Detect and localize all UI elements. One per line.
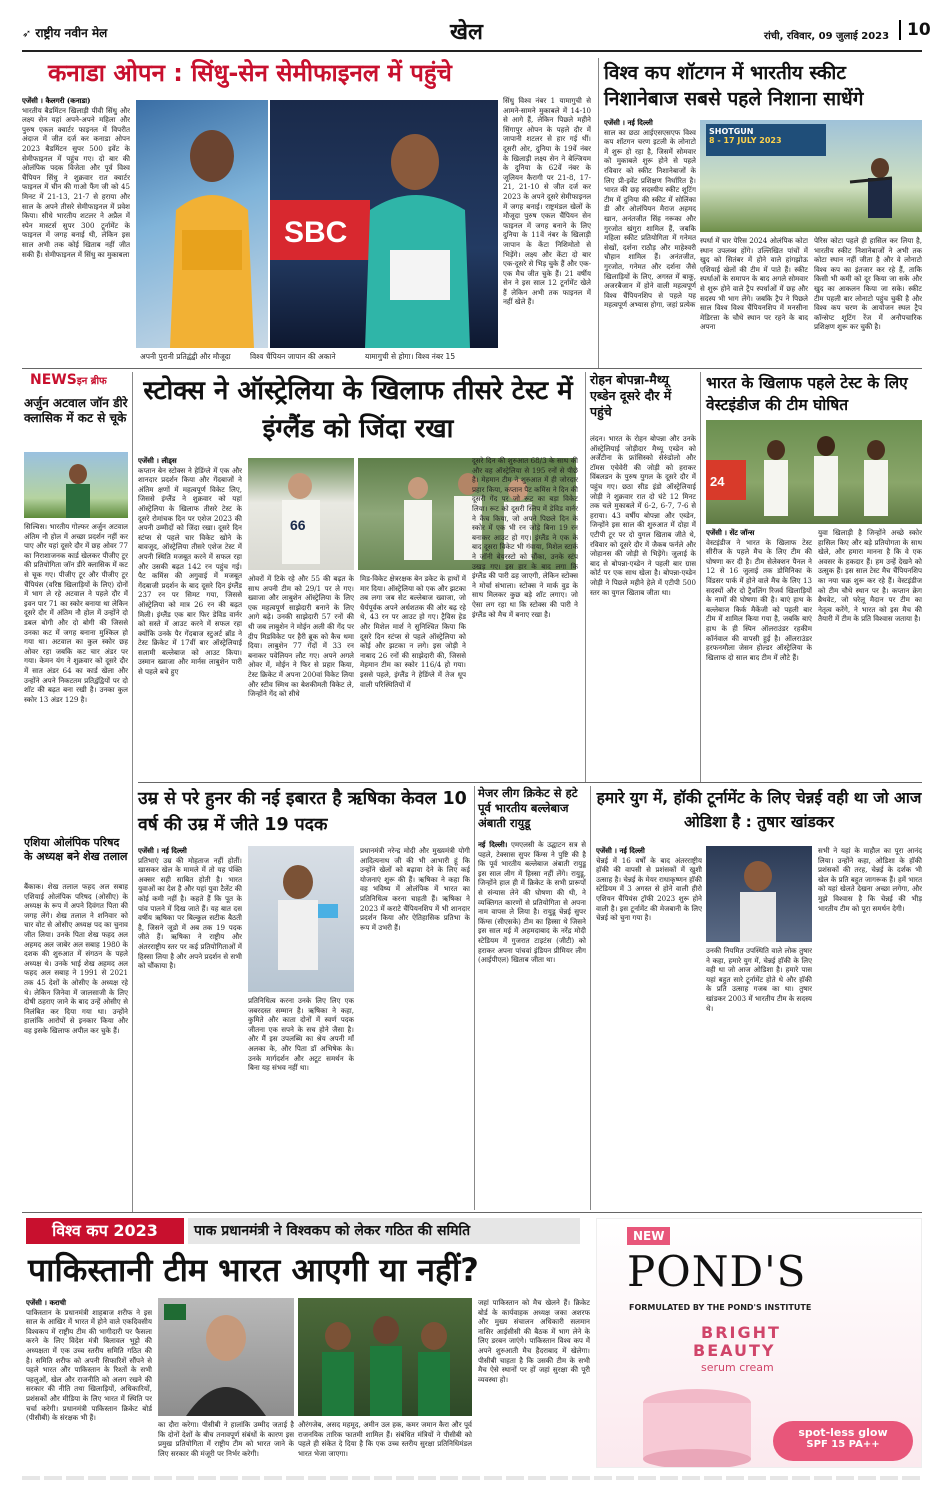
story7-text: नई दिल्ली। एमएलसी के उद्घाटन सत्र से पहले, टेक्सास सुपर किंग्स ने पुष्टि की है कि पूर्व भारतीय बल्लेबाज अंबाती रायुडू इस साल लीग में हिस्सा नहीं लेंगे। रायुडू, जिन्होंने हाल ही में क्रिकेट के सभी प्रारूपों से संन्यास लेने की घोषणा की थी, ने व्यक्तिगत कारणों से प्रतियोगिता से अपना नाम वापस ले लिया है। रायुडू चेन्नई सुपर किंग्स (सीएसके) टीम का हिस्सा थे जिसने इस साल मई में अहमदाबाद के नरेंद्र मोदी स्टेडियम में गुजरात टाइटंस (जीटी) को हराकर अपना पांचवां इंडियन प्रीमियर लीग (आईपीएल) खिताब जीता था। (478, 840, 586, 965)
story2-headline: विश्व कप शॉटगन में भारतीय स्कीट निशानेबाज सबसे पहले निशाना साधेंगे (604, 62, 864, 110)
brief-label: NEWSइन ब्रीफ (30, 372, 107, 388)
story4-text: लंदन। भारत के रोहन बोपन्ना और उनके ऑस्ट्रेलियाई जोड़ीदार मैथ्यू एब्डेन को अर्जेंटीना के फ्रांसिस्को सेरुंडोलो और टॉमस एचेवेरी की जोड़ी को हराकर विंबलडन के पुरुष युगल के दूसरे दौर में पहुंच गए। छठा सीड इंडो ऑस्ट्रेलियाई जोड़ी ने शुक्रवार रात दो घंटे 12 मिनट तक चले मुकाबले में 6-2, 6-7, 7-6 से हराया। 43 वर्षीय बोपन्ना और एब्डेन, जिन्होंने इस साल की शुरुआत में दोहा में एटीपी टूर पर दो युगल खिताब जीते थे, रविवार को दूसरे दौर में जैकब फर्नले और जोहानस की जोड़ी से भिड़ेंगे। जुलाई के बाद से बोपन्ना-एब्डेन ने पहली बार ग्रास कोर्ट पर एक साथ खेला है। बोपन्ना-एब्डेन जोड़ी ने पिछले महीने हेले में एटीपी 500 स्तर का युगल खिताब जीता था। (590, 434, 696, 597)
ad-new-badge: NEW (627, 1227, 670, 1245)
page-number: 10 (899, 20, 931, 40)
team-players-icon (298, 1298, 472, 1416)
divider-bopanna (700, 372, 701, 782)
child-athlete-icon (248, 846, 354, 992)
section-title: खेल (450, 20, 483, 45)
story6-col3: प्रधानमंत्री नरेन्द्र मोदी और मुख्यमंत्री योगी आदित्यनाथ जी की भी आभारी हूं कि उन्होंने खेलों को बढ़ावा देने के लिए कई योजनाएं शुरू की हैं। ऋषिका ने कहा कि वह भविष्य में ओलंपिक में भारत का प्रतिनिधित्व करना चाहती हैं। ऋषिका ने 2023 में कराटे चैंपियनशिप में भी शानदार प्रदर्शन किया और ऐतिहासिक प्रतिभा के रूप में उभरी हैं। (360, 846, 470, 932)
story3-col3: मिड-विकेट क्षेत्ररक्षक बेन डकेट के हाथों में मार दिया। ऑस्ट्रेलिया को एक और झटका तब लगा जब सेट बल्लेबाज ख्वाजा, जो धैर्यपूर्वक अपने अर्धशतक की ओर बढ़ रहे थे, 43 रन पर आउट हो गए। ट्रैविस हेड और मिशेल मार्श ने सुनिश्चित किया कि दूसरे दिन स्टंप्स से पहले ऑस्ट्रेलिया को कोई और झटका न लगे। इस जोड़ी ने नाबाद 26 रनों की साझेदारी की, जिससे मेहमान टीम का स्कोर 116/4 हो गया। इससे पहले, इंग्लैंड ने हेडिंग्ले में तेज धूप वाली परिस्थितियों में (360, 574, 466, 689)
ad-product-line2: BEAUTY (693, 1341, 776, 1360)
svg-text:66: 66 (290, 517, 306, 533)
hockey-player-icon (706, 846, 812, 942)
ad-product-line1: BRIGHT (701, 1323, 781, 1342)
divider-row2 (138, 782, 922, 783)
masthead-rule (22, 50, 922, 52)
story9-col3: औरंगजेब, असद महमूद, अमीन उल हक, कमर जमान कैरा और पूर्व राजनयिक तारिक फातमी शामिल हैं। संबंधित मंत्रियों ने पीसीबी को पहले ही संकेत दे दिया है कि एक उच्च स्तरीय सुरक्षा प्रतिनिधिमंडल भारत भेजा जाएगा। (298, 1420, 472, 1458)
footer-rule (22, 1476, 922, 1480)
westindies-photo (706, 420, 922, 524)
atwal-photo (24, 452, 128, 518)
shotgun-photo (700, 120, 922, 232)
story8-col3: सभी ने यहां के माहौल का पूरा आनंद लिया। उन्होंने कहा, ओडिशा के हॉकी प्रशंसकों की तरह, चेन्नई के दर्शक भी खेल के प्रति बहुत जागरूक हैं। हमें भारत को यहां खेलते देखना अच्छा लगेगा, और मुझे विश्वास है कि चेन्नई की भीड़ भारतीय टीम को पूरा समर्थन देगी। (818, 846, 922, 913)
sindhu-photo (136, 100, 268, 348)
khandkar-photo (706, 846, 812, 942)
svg-text:24: 24 (710, 474, 725, 489)
shotgun-banner: SHOTGUN 8 - 17 JULY 2023 (706, 124, 826, 156)
svg-text:SBC: SBC (284, 216, 348, 249)
ad-badge: spot-less glow SPF 15 PA++ (773, 1421, 913, 1461)
rishika-photo (248, 846, 354, 992)
stokes-photo (248, 458, 354, 570)
shooter-icon (700, 120, 922, 232)
story3-col2: ओवरों में टिके रहे और 55 की बढ़त के साथ अपनी टीम को 29/1 पर ले गए। ख्वाजा और लाबुशेन ऑस्ट्रेलिया के लिए एक महत्वपूर्ण साझेदारी बनाने के लिए आगे बढ़े। उनकी साझेदारी 57 रनों की थी जब लाबुशेन ने मोईन अली की गेंद पर दीप मिडविकेट पर हैरी ब्रूक को कैच थमा दिया। लाबुशेन 77 गेंदों में 33 रन बनाकर पवेलियन लौट गए। अपने अगले ओवर में, मोईन ने फिर से प्रहार किया, टेस्ट क्रिकेट में अपना 200वां विकेट लिया और स्टीव स्मिथ का बेशकीमती विकेट ले, जिन्होंने गेंद को सीधे (248, 574, 354, 699)
pakistan-team-photo (298, 1298, 472, 1416)
ad-tagline: FORMULATED BY THE POND'S INSTITUTE (629, 1303, 812, 1312)
divider-brief (132, 372, 133, 1212)
story7-headline: मेजर लीग क्रिकेट से हटे पूर्व भारतीय बल्लेबाज अंबाती रायुडू (478, 786, 578, 830)
story1-caption-3: यामागुची से होगा। विश्व नंबर 15 (365, 352, 456, 361)
brief-item2-text: बैंकाक। शेख तलाल फहद अल सबाह एशियाई ओलंपिक परिषद (ओसीए) के अध्यक्ष के रूप में अपने दिवंगत पिता की जगह लेंगे। शेख तलाल ने शनिवार को चार वोट से ओसीए अध्यक्ष पद का चुनाव जीत लिया। उनके पिता शेख फहद अल अहमद अल जाबेर अल सबाह 1980 के दशक की शुरुआत में संगठन के पहले अध्यक्ष थे। उनके भाई शेख अहमद अल फहद अल सबाह ने 1991 से 2021 तक 45 देशों के ओसीए के अध्यक्ष रहे थे। लेकिन जिनेवा में जालसाजी के लिए दोषी ठहराए जाने के बाद उन्हें ओसीए से निलंबित कर दिया गया था। उन्होंने हालांकि आरोपों से इनकार किया और वह इसके खिलाफ अपील कर चुके हैं। (24, 882, 128, 1035)
story2-col3: पेरिस कोटा पहले ही हासिल कर लिया है, भारतीय स्कीट निशानेबाजों ने अभी तक कोटा स्थान नहीं जीता है और वे लोनाटो विश्व कप का इंतजार कर रहे हैं, ताकि किसी भी कमी को दूर किया जा सके और खुद का आकलन किया जा सके। स्कीट टीम पहली बार लोनाटो पहुंच चुकी है और विश्व कप चरण के आयोजन स्थल ट्रैप कॉन्सेप्ट शूटिंग रेंज में अनौपचारिक प्रशिक्षण शुरू कर चुकी है। (814, 236, 922, 332)
story1-caption-1: अपनी पुरानी प्रतिद्वंद्वी और मौजूदा (140, 352, 231, 361)
player-silhouette-icon (136, 100, 268, 348)
sharif-photo (158, 1298, 294, 1416)
dateline-header: रांची, रविवार, 09 जुलाई 2023 (764, 31, 890, 42)
story1-col2: सिंधु विश्व नंबर 1 यामागुची से आमने-सामने मुकाबले में 14-10 से आगे हैं, लेकिन पिछले महीने सिंगापुर ओपन के पहले दौर में जापानी शटलर से हार गई थीं। दूसरी ओर, दुनिया के 19वें नंबर के खिलाड़ी लक्ष्य सेन ने बेल्जियम के दुनिया के 62वें नंबर के जूलियन कैरागी पर 21-8, 17-21, 21-10 से जीत दर्ज कर 2023 के अपने दूसरे सेमीफाइनल में जगह बनाई। राष्ट्रमंडल खेलों के मौजूदा पुरुष एकल चैंपियन सेन फाइनल में जगह बनाने के लिए दुनिया के 11वें नंबर के खिलाड़ी जापान के केंटा निशिमोतो से भिड़ेंगे। लक्ष्य और केंटा दो बार एक-दूसरे से भिड़ चुके हैं और एक-एक मैच जीत चुके हैं। 21 वर्षीय सेन ने इस साल 12 टूर्नामेंट खेले हैं लेकिन अभी तक फाइनल में नहीं खेले हैं। (503, 96, 591, 307)
brief-item1-text: सिल्विस। भारतीय गोल्फर अर्जुन अटवाल अंतिम नौ होल में अच्छा प्रदर्शन नहीं कर पाए और यहां दूसरे दौर में छह ओवर 77 का निराशाजनक कार्ड खेलकर पीजीए टूर की प्रतियोगिता जॉन डीरे क्लासिक में कट से चूक गए। पीजीए टूर और पीजीए टूर चैंपियंस (वरिष्ठ खिलाड़ियों के लिए) दोनों में भाग ले रहे अटवाल ने पहले दौर में इवन पार 71 का स्कोर बनाया था लेकिन दूसरे दौर में अंतिम नौ होल में उन्होंने दो डबल बोगी और दो बोगी की जिससे उनका कट में जगह बनाना मुश्किल हो गया था। अटवाल का कुल स्कोर छह ओवर रहा जबकि कट चार अंडर पर गया। केमन यंग ने शुक्रवार को दूसरे दौर में सात अंडर 64 का कार्ड खेला और उन्होंने अपने निकटतम प्रतिद्वंद्वियों पर दो शॉट की बढ़त बना रखी है। उनका कुल स्कोर 13 अंडर 129 है। (24, 522, 128, 704)
brief-item2-headline: एशिया ओलंपिक परिषद के अध्यक्ष बने शेख तलाल (24, 836, 128, 863)
cream-jar-icon (637, 1379, 757, 1468)
player-action-icon (270, 100, 498, 348)
story8-col1: एजेंसी । नई दिल्ली चेन्नई में 16 वर्षों के बाद अंतरराष्ट्रीय हॉकी की वापसी से प्रशंसकों में खुशी उत्साह है। चेन्नई के मेयर राधाकृष्णन हॉकी स्टेडियम में 3 अगस्त से होने वाली हीरो एशियन चैंपियंस ट्रॉफी 2023 शुरू होने वाली है। इस टूर्नामेंट की मेजबानी के लिए चेन्नई को चुना गया है। (596, 846, 702, 923)
golfer-icon (24, 452, 128, 518)
ad-product-sub: serum cream (701, 1361, 774, 1374)
story5-col1: एजेंसी । सेंट जॉन्स वेस्टइंडीज ने भारत के खिलाफ टेस्ट सीरीज के पहले मैच के लिए टीम की घोषणा कर दी है। टीम सेलेक्शन पैनल ने 12 से 16 जुलाई तक डोमिनिका के विंडसर पार्क में होने वाले मैच के लिए 13 सदस्यों और दो ट्रैवलिंग रिजर्व खिलाड़ियों के नामों की घोषणा की है। बाएं हाथ के बल्लेबाज किर्क मैकेंजी को पहली बार टीम में शामिल किया गया है, जबकि बाएं हाथ के ही स्पिन ऑलराउंडर रहकीम कॉर्नवाल की वापसी हुई है। ऑलराउंडर हरफनमौला जेसन होल्डर ऑस्ट्रेलिया के खिलाफ दो साल बाद टीम में लौटे हैं। (706, 528, 812, 662)
cricketer-icon (248, 458, 354, 570)
story8-col2: उनकी नियमित उपस्थिति वाले लोक तुषार ने कहा, हमारे युग में, चेन्नई हॉकी के लिए वही था जो आज ओडिशा है। हमारे पास यहां बहुत सारे टूर्नामेंट होते थे और हॉकी के प्रति उत्साह गजब का था। तुषार खांडकर 2003 में भारतीय टीम के सदस्य थे। (706, 946, 812, 1013)
divider-top (598, 58, 599, 368)
lakshya-photo (270, 100, 498, 348)
story6-col1: एजेंसी । नई दिल्ली प्रतिभाएं उम्र की मोहताज नहीं होतीं। खासकर खेल के मामले में तो यह पंक्ति अक्सर सही साबित होती है। भारत युवाओं का देश है और यहां युवा टैलेंट की कोई कमी नहीं है। कहते हैं कि पूत के पांव पालने में दिख जाते हैं। यह बात दस वर्षीय ऋषिका पर बिल्कुल सटीक बैठती है, जिसने जूडो में अब तक 19 पदक जीते हैं। ऋषिका ने राष्ट्रीय और अंतरराष्ट्रीय स्तर पर कई प्रतियोगिताओं में हिस्सा लिया है और अपने प्रदर्शन से सभी को चौंकाया है। (138, 846, 242, 971)
story6-headline: उम्र से परे हुनर की नई इबारत है ऋषिका केवल 10 वर्ष की उम्र में जीते 19 पदक (138, 789, 467, 835)
divider-row3 (22, 1212, 922, 1213)
story9-col2: का दौरा करेगा। पीसीबी ने हालांकि उम्मीद जताई है कि दोनों देशों के बीच तनावपूर्ण संबंधों के कारण इस प्रमुख प्रतियोगिता में राष्ट्रीय टीम को भारत जाने के लिए सरकार की मंजूरी पर निर्भर करेगी। (158, 1420, 294, 1458)
story1-headline: कनाडा ओपन : सिंधु-सेन सेमीफाइनल में पहुंचे (48, 59, 452, 87)
ad-brand: POND'S (627, 1247, 807, 1296)
bird-logo-icon: ➶ (22, 27, 32, 40)
divider-mid (585, 372, 586, 782)
story9-headline: पाकिस्तानी टीम भारत आएगी या नहीं? (28, 1251, 479, 1289)
story3-col1: एजेंसी । लीड्स कप्तान बेन स्टोक्स ने हेडिंग्ले में एक और शानदार प्रदर्शन किया और गेंदबाजों ने अंतिम क्षणों में महत्वपूर्ण विकेट लिए, जिससे इंग्लैंड ने शुक्रवार को यहां ऑस्ट्रेलिया के खिलाफ तीसरे टेस्ट के दूसरे रोमांचक दिन पर एशेज 2023 की अपनी उम्मीदों को जिंदा रखा। दूसरे दिन स्टंप्स से पहले चार विकेट खोने के बावजूद, ऑस्ट्रेलिया तीसरे एशेज टेस्ट में अपनी स्थिति मजबूत करने में सफल रहा और उसकी बढ़त 142 रन पहुंच गई। पैट कमिंस की अगुवाई में मजबूत गेंदबाजी प्रदर्शन के बाद दूसरे दिन इंग्लैंड 237 रन पर सिमट गया, जिससे ऑस्ट्रेलिया को मात्र 26 रन की बढ़त मिली। इंग्लैंड एक बार फिर डेविड वार्नर को सस्ते में आउट करने में सफल रहा क्योंकि उनके पैर गेंदबाज स्टुअर्ट ब्रॉड ने टेस्ट क्रिकेट में 17वीं बार ऑस्ट्रेलियाई सलामी बल्लेबाज को आउट किया। उस्मान ख्वाजा और मार्नस लाबुशेन पारी से पहले बचे हुए (138, 456, 242, 677)
story2-col1: एजेंसी । नई दिल्ली साल का छठा आईएसएसएफ विश्व कप शॉटगन चरण इटली के लोनाटो में शुरू हो रहा है, जिसमें सोमवार को मुकाबले शुरू होने से पहले रविवार को स्कीट निशानेबाजों के लिए प्री-इवेंट प्रशिक्षण निर्धारित है। भारत की छह सदस्यीय स्कीट शूटिंग टीम में दुनिया की स्कीट में सोलिंका डी और ओलंपियन मैराज अहमद खान, अनंतजीत सिंह नरूका और गुरजोत खंगुरा शामिल हैं, जबकि महिला स्कीट प्रतियोगिता में गनेमत सेखों, दर्शना राठौड़ और माहेश्वरी चौहान शामिल हैं। अनंतजीत, गुरजोत, गनेमत और दर्शना जैसे खिलाड़ियों के लिए, अगस्त में बाकू, अजरबैजान में होने वाली महत्वपूर्ण विश्व चैंपियनशिप से पहले यह महत्वपूर्ण अभ्यास होगा, जहां प्रत्येक (604, 118, 696, 310)
story2-col2: स्पर्धा में चार पेरिस 2024 ओलंपिक कोटा स्थान उपलब्ध होंगे। उल्लिखित पांचों में खुद को सितंबर में होने वाले हांगझोऊ एशियाई खेलों की टीम में पाते हैं। स्कीट स्पर्धाओं के समापन के बाद अगले सोमवार से शुरू होने वाले ट्रैप स्पर्धाओं में छह और सदस्य भी भाग लेंगे। जबकि ट्रैप ने पिछले साल विश्व विश्व चैंपियनशिप में मनसीना मेडिरत्ता के चौथे स्थान पर रहने के बाद अपना (700, 236, 808, 332)
cricket-team-icon (706, 420, 922, 524)
story5-headline: भारत के खिलाफ पहले टेस्ट के लिए वेस्टइंडीज की टीम घोषित (706, 374, 908, 414)
story8-headline: हमारे युग में, हॉकी टूर्नामेंट के लिए चेन्नई वही था जो आज ओडिशा है : तुषार खांडकर (596, 789, 922, 831)
story4-headline: रोहन बोपन्ना-मैथ्यू एब्डेन दूसरे दौर में पहुंचे (590, 372, 672, 419)
story1-caption-2: विश्व चैंपियन जापान की अकाने (250, 352, 336, 361)
politician-icon (158, 1298, 294, 1416)
story9-col1: एजेंसी । कराची पाकिस्तान के प्रधानमंत्री शाहबाज शरीफ ने इस साल के आखिर में भारत में होने वाले एकदिवसीय विश्वकप में राष्ट्रीय टीम की भागीदारी पर फैसला करने के लिए विदेश मंत्री बिलावल भुट्टो की अध्यक्षता में एक उच्च स्तरीय समिति गठित की है। समिति शरीफ को अपनी सिफारिशें सौंपने से पहले भारत और पाकिस्तान के रिश्तों के सभी पहलुओं, खेल और राजनीति को अलग रखने की सरकार की नीति तथा खिलाड़ियों, अधिकारियों, प्रशंसकों और मीडिया के लिए भारत में स्थिति पर चर्चा करेगी। प्रधानमंत्री पाकिस्तान क्रिकेट बोर्ड (पीसीबी) के संरक्षक भी हैं। (26, 1298, 152, 1423)
paper-name: ➶ राष्ट्रीय नवीन मेल (22, 26, 108, 40)
story3-headline: स्टोक्स ने ऑस्ट्रेलिया के खिलाफ तीसरे टेस्ट में इंग्लैंड को जिंदा रखा (143, 376, 573, 444)
story3-col4: दूसरे दिन की शुरुआत 68/3 के साथ की और वह ऑस्ट्रेलिया से 195 रनों से पीछे है। मेहमान टीम ने शुरुआत में ही जोरदार प्रहार किया, कप्तान पैट कमिंस ने दिन की दूसरी गेंद पर जो रूट का बड़ा विकेट लिया। रूट को दूसरी स्लिप में डेविड वार्नर ने कैच किया, जो अपने पिछले दिन के स्कोर में एक भी रन जोड़े बिना 19 रन बनाकर आउट हो गए। इंग्लैंड ने एक के बाद दूसरा विकेट भी गंवाया, मिशेल स्टार्क ने जॉनी बेयरस्टो को चौंका, उनके स्टंप उखड़ गए। इस हार के बाद लगा कि इंग्लैंड की पारी ढह जाएगी, लेकिन स्टोक्स ने मोर्चा संभाला। स्टोक्स ने मार्क वुड के साथ मिलकर कुछ बड़े शॉट लगाए। जो ऐसा लग रहा था कि स्टोक्स की पारी ने इंग्लैंड को मैच में बनाए रखा है। (472, 456, 578, 619)
story9-subhead: पाक प्रधानमंत्री ने विश्वकप को लेकर गठित की समिति (188, 1218, 580, 1244)
story6-col2: प्रतिनिधित्व करना उनके लिए लिए एक जबरदस्त सम्मान है। ऋषिका ने कहा, कुमिते और काता दोनों में स्वर्ण पदक जीतना एक सपने के सच होने जैसा है। और मैं इस उपलब्धि का श्रेय अपनी माँ अलका के, और पिता डॉ अभिषेक के। उनके मार्गदर्शन और अटूट समर्थन के बिना यह संभव नहीं था। (248, 996, 354, 1073)
ponds-ad (596, 1218, 922, 1468)
brief-item1-headline: अर्जुन अटवाल जॉन डीरे क्लासिक में कट से चूके (24, 396, 128, 425)
masthead (22, 14, 931, 50)
story5-col2: युवा खिलाड़ी है जिन्होंने अच्छे स्कोर हासिल किए और बड़े प्रतियोगता के साथ खेले, और हमारा मानना है कि वे एक अवसर के हकदार हैं। हम उन्हें देखने को उत्सुक हैं। इस साल टेस्ट मैच चैंपियनशिप का नया चक्र शुरू कर रहे हैं। वेस्टइंडीज को टीम चौथे स्थान पर है। कप्तान क्रेग ब्रैथवेट, जो घरेलू मैदान पर टीम का नेतृत्व करेंगे, ने भारत को इस मैच की तैयारी में टीम के प्रति विश्वास जताया है। (818, 528, 922, 624)
story9-col4: जहां पाकिस्तान को मैच खेलने हैं। क्रिकेट बोर्ड के कार्यवाहक अध्यक्ष जका अशरफ और मुख्य संचालन अधिकारी सलमान नासिर आईसीसी की बैठक में भाग लेने के लिए डरबन जाएंगे। पाकिस्तान विश्व कप में अपने शुरुआती मैच हैदराबाद में खेलेगा। पीसीबी चाहता है कि उसकी टीम के सभी मैच ऐसे स्थानों पर हों जहां सुरक्षा की पूरी व्यवस्था हो। (478, 1298, 590, 1384)
story1-col1: एजेंसी । कैलगरी (कनाडा) भारतीय बैडमिंटन खिलाड़ी पीवी सिंधु और लक्ष्य सेन यहां अपने-अपने महिला और पुरुष एकल क्वार्टर फाइनल में विपरीत अंदाज में जीत दर्ज कर कनाडा ओपन 2023 बैडमिंटन सुपर 500 इवेंट के सेमीफाइनल में पहुंच गए। दो बार की ओलंपिक पदक विजेता और पूर्व विश्व चैंपियन सिंधु ने शुक्रवार रात क्वार्टर फाइनल में चीन की गाओ फैंग जी को 45 मिनट में 21-13, 21-7 से हराया और साल के अपने तीसरे सेमीफाइनल में प्रवेश किया। सीधे भारतीय शटलर ने अप्रैल में स्पेन मास्टर्स सुपर 300 टूर्नामेंट के फाइनल में जगह बनाई थी, लेकिन इस साल अभी तक कोई खिताब नहीं जीत सकी हैं। सेमीफाइनल में सिंधु का मुकाबला (22, 96, 130, 259)
divider-row1 (22, 368, 922, 369)
divider-rayudu (590, 786, 591, 1210)
story9-tag: विश्व कप 2023 (26, 1218, 184, 1244)
divider-rishika (474, 786, 475, 1210)
